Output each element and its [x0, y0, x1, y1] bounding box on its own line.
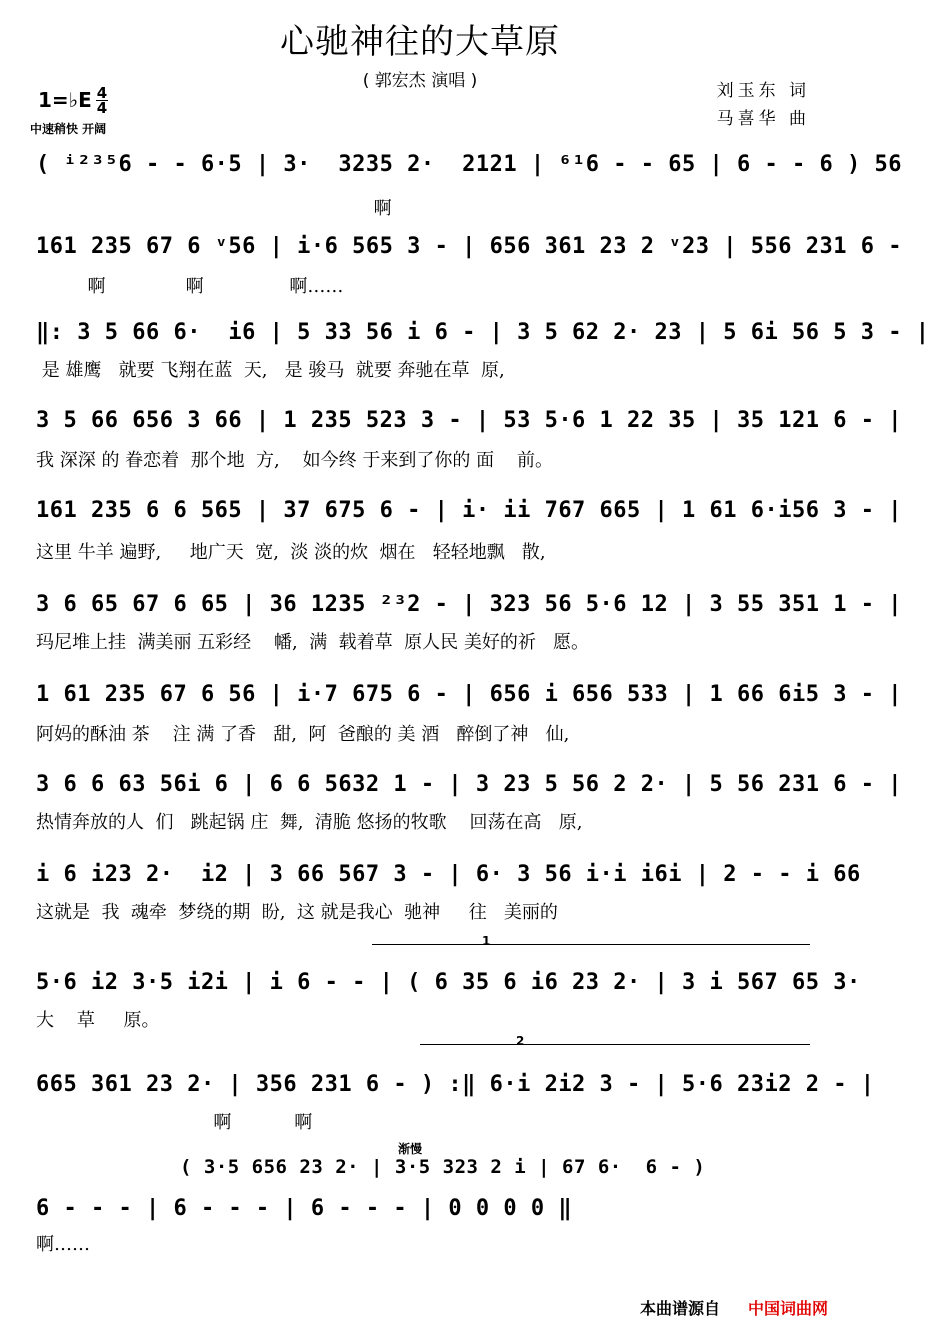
time-sig-bottom: 4	[96, 99, 108, 117]
notation-line: 6 - - - | 6 - - - | 6 - - - | 0 0 0 0 ‖	[36, 1196, 573, 1221]
lyric-line: 大 草 原。	[36, 1010, 160, 1031]
ritardando-marking: 渐慢	[398, 1142, 423, 1156]
footer-site-link[interactable]: 中国词曲网	[747, 1299, 828, 1318]
notation-line: 665 361 23 2· | 356 231 6 - ) :‖ 6·i 2i2 3 - | 5·6 23i2 2 - |	[36, 1072, 875, 1097]
time-signature	[96, 86, 108, 115]
lyric-line: 热情奔放的人 们 跳起锅 庄 舞, 清脆 悠扬的牧歌 回荡在高 原,	[36, 812, 583, 833]
footer-source-text: 本曲谱源自	[639, 1299, 720, 1318]
lyric-line: 啊	[36, 198, 392, 219]
notation-line: i 6 i23 2· i2 | 3 66 567 3 - | 6· 3 56 i·i i6i | 2 - - i 66	[36, 862, 861, 887]
notation-line: ‖: 3 5 66 6· i6 | 5 33 56 i 6 - | 3 5 62 2· 23 | 5 6i 56 5 3 - |	[36, 320, 929, 345]
notation-line: 161 235 6 6 565 | 37 675 6 - | i· ii 767 665 | 1 61 6·i56 3 - |	[36, 498, 902, 523]
accompaniment-line: ( 3·5 656 23 2· | 3·5 323 2 i | 67 6· 6 - )	[180, 1156, 706, 1178]
volta-1-label: 1	[482, 934, 491, 948]
lyric-line: 啊 啊 啊……	[36, 276, 344, 297]
lyric-line: 这就是 我 魂牵 梦绕的期 盼, 这 就是我心 驰神 往 美丽的	[36, 902, 558, 923]
notation-line: 3 6 65 67 6 65 | 36 1235 ²³2 - | 323 56 5·6 12 | 3 55 351 1 - |	[36, 592, 902, 617]
volta-2-label: 2	[516, 1034, 525, 1048]
notation-line: ( ⁱ²³⁵6 - - 6·5 | 3· 3235 2· 2121 | ⁶¹6 - - 65 | 6 - - 6 ) 56	[36, 152, 902, 177]
notation-line: 5·6 i2 3·5 i2i | i 6 - - | ( 6 35 6 i6 23 2· | 3 i 567 65 3·	[36, 970, 861, 995]
tempo-marking: 中速稍快 开阔	[30, 122, 107, 136]
composer-credit: 马喜华 曲	[716, 109, 810, 129]
key-signature: 1=♭E	[38, 88, 92, 112]
lyric-line: 这里 牛羊 遍野, 地广天 宽, 淡 淡的炊 烟在 轻轻地飘 散,	[36, 542, 546, 563]
score-title: 心驰神往的大草原	[280, 22, 560, 62]
notation-line: 3 5 66 656 3 66 | 1 235 523 3 - | 53 5·6 1 22 35 | 35 121 6 - |	[36, 408, 902, 433]
lyric-line: 是 雄鹰 就要 飞翔在蓝 天, 是 骏马 就要 奔驰在草 原,	[36, 360, 505, 381]
notation-line: 1 61 235 67 6 56 | i·7 675 6 - | 656 i 656 533 | 1 66 6i5 3 - |	[36, 682, 902, 707]
lyric-line: 啊……	[36, 1234, 90, 1255]
lyric-line: 啊 啊	[36, 1112, 313, 1133]
volta-bracket-1	[372, 944, 810, 945]
lyric-line: 我 深深 的 眷恋着 那个地 方, 如今终 于来到了你的 面 前。	[36, 450, 553, 471]
lyric-line: 阿妈的酥油 茶 注 满 了香 甜, 阿 爸酿的 美 酒 醉倒了神 仙,	[36, 724, 570, 745]
notation-line: 161 235 67 6 ᵛ56 | i·6 565 3 - | 656 361 23 2 ᵛ23 | 556 231 6 -	[36, 234, 902, 259]
lyric-line: 玛尼堆上挂 满美丽 五彩经 幡, 满 载着草 原人民 美好的祈 愿。	[36, 632, 589, 653]
notation-line: 3 6 6 63 56i 6 | 6 6 5632 1 - | 3 23 5 56 2 2· | 5 56 231 6 - |	[36, 772, 902, 797]
volta-bracket-2	[420, 1044, 810, 1045]
lyricist-credit: 刘玉东 词	[716, 81, 810, 101]
time-sig-top: 4	[96, 84, 108, 102]
performer-credit: ( 郭宏杰 演唱 )	[362, 71, 478, 91]
